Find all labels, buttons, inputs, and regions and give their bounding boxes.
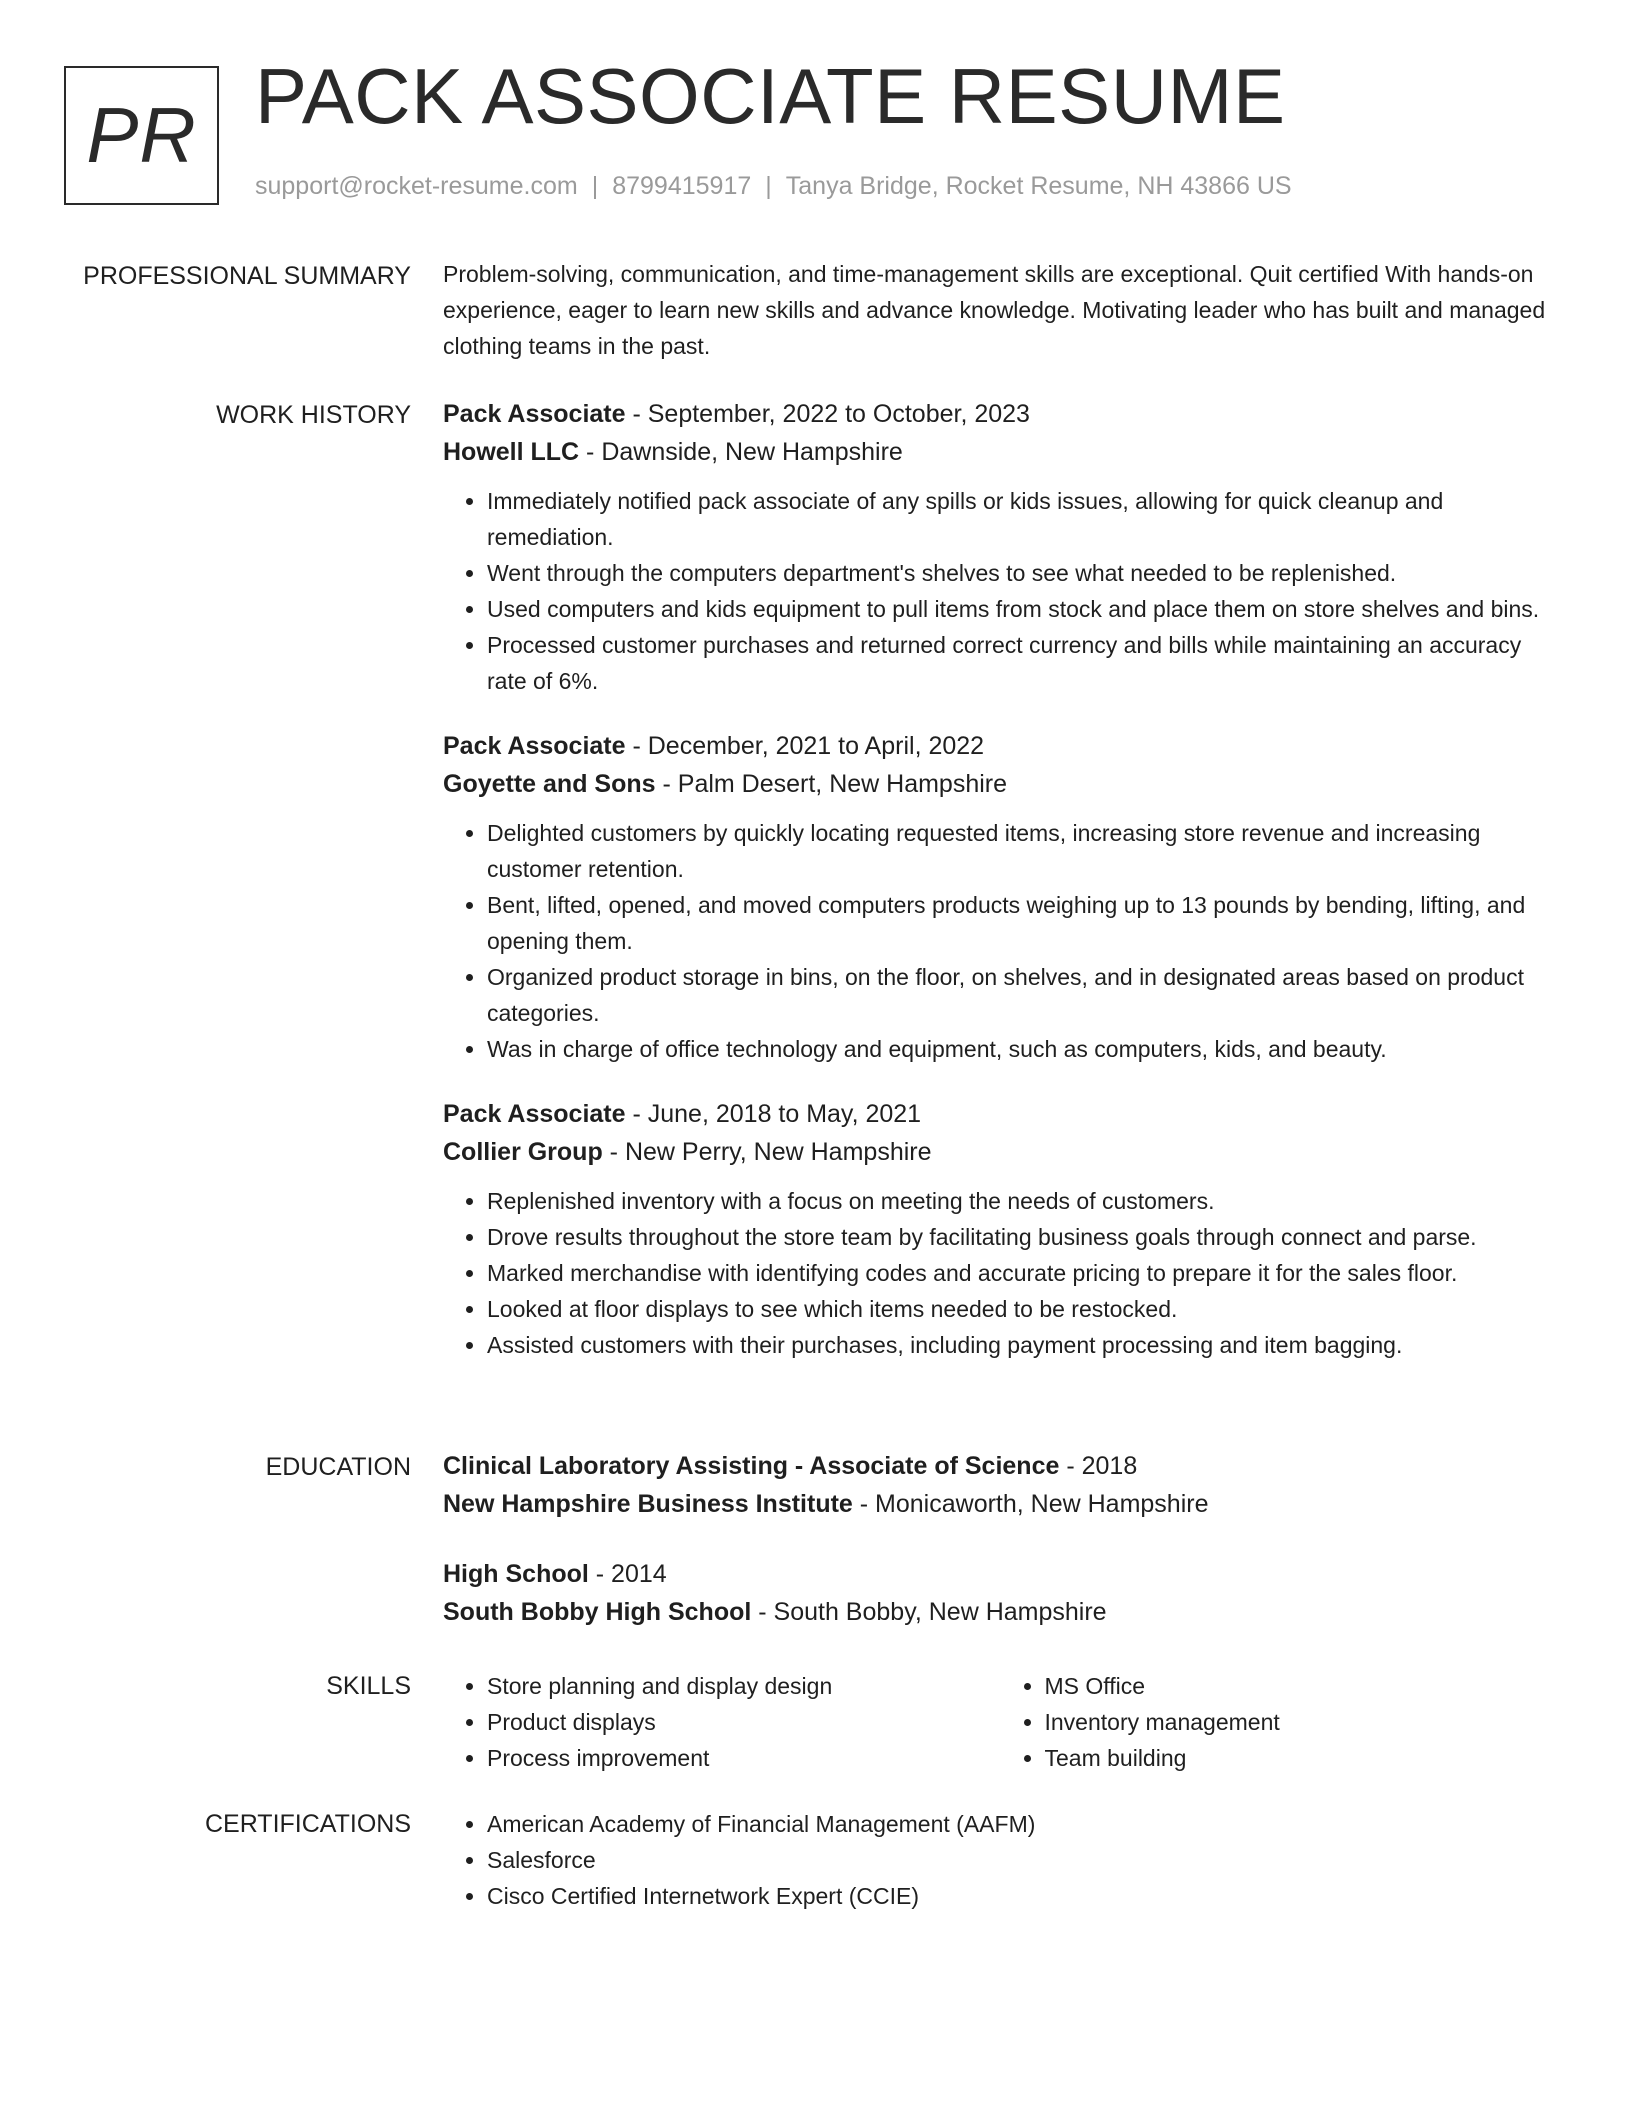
- list-item: • MS Office: [1045, 1668, 1559, 1704]
- job-title: Pack Associate: [443, 1100, 626, 1128]
- job-bullets: [443, 815, 1558, 1067]
- section-label-summary: PROFESSIONAL SUMMARY: [83, 262, 411, 290]
- job-location: - New Perry, New Hampshire: [602, 1138, 932, 1166]
- education-entry: [443, 1555, 1558, 1631]
- section-label-work-history: WORK HISTORY: [216, 401, 411, 429]
- list-item: • Process improvement: [487, 1740, 1001, 1776]
- job-dates: - December, 2021 to April, 2022: [625, 732, 985, 760]
- skills-grid: [443, 1668, 1558, 1776]
- list-item: • Cisco Certified Internetwork Expert (CCIE): [487, 1878, 1558, 1914]
- skills-column-2: [1001, 1668, 1559, 1776]
- contact-separator: |: [765, 172, 772, 200]
- job-bullets: [443, 483, 1558, 699]
- list-item: • Assisted customers with their purchases, including payment processing and item bagging.: [487, 1327, 1558, 1363]
- job-title-line: [443, 1095, 1558, 1133]
- contact-separator: |: [591, 172, 599, 200]
- list-item: • Drove results throughout the store team by facilitating business goals through connect and parse.: [487, 1219, 1558, 1255]
- skills-body: [443, 1668, 1558, 1776]
- list-item: • Delighted customers by quickly locating requested items, increasing store revenue and increasing customer retention.: [487, 815, 1558, 887]
- section-label-skills: SKILLS: [326, 1672, 411, 1700]
- job-company-line: [443, 765, 1558, 803]
- work-history-body: [443, 395, 1558, 1391]
- job-company-line: [443, 1133, 1558, 1171]
- job-bullets: [443, 1183, 1558, 1363]
- job-dates: - June, 2018 to May, 2021: [625, 1100, 922, 1128]
- list-item: • Was in charge of office technology and equipment, such as computers, kids, and beauty.: [487, 1031, 1558, 1067]
- job-entry: [443, 395, 1558, 699]
- job-entry: [443, 727, 1558, 1067]
- list-item: • Bent, lifted, opened, and moved computers products weighing up to 13 pounds by bending, lifting, and opening them.: [487, 887, 1558, 959]
- job-location: - Dawnside, New Hampshire: [579, 438, 903, 466]
- job-company-line: [443, 433, 1558, 471]
- page-title: PACK ASSOCIATE RESUME: [255, 52, 1286, 140]
- education-entry: [443, 1447, 1558, 1523]
- certifications-list: [443, 1806, 1558, 1914]
- education-body: [443, 1447, 1558, 1663]
- contact-phone: 8799415917: [612, 172, 752, 200]
- contact-line: [255, 172, 1292, 201]
- school-location: - South Bobby, New Hampshire: [751, 1598, 1107, 1626]
- skills-column-1: [443, 1668, 1001, 1776]
- job-title: Pack Associate: [443, 732, 626, 760]
- contact-email: support@rocket-resume.com: [255, 172, 578, 200]
- list-item: • American Academy of Financial Management (AAFM): [487, 1806, 1558, 1842]
- degree-year: - 2014: [588, 1560, 667, 1588]
- school-line: [443, 1593, 1558, 1631]
- section-label-education: EDUCATION: [265, 1453, 411, 1481]
- school-line: [443, 1485, 1558, 1523]
- degree-line: [443, 1555, 1558, 1593]
- list-item: • Salesforce: [487, 1842, 1558, 1878]
- degree-name: Clinical Laboratory Assisting - Associate of Science: [443, 1452, 1060, 1480]
- degree-year: - 2018: [1059, 1452, 1138, 1480]
- degree-name: High School: [443, 1560, 589, 1588]
- job-company: Howell LLC: [443, 438, 580, 466]
- list-item: • Looked at floor displays to see which items needed to be restocked.: [487, 1291, 1558, 1327]
- list-item: • Processed customer purchases and returned correct currency and bills while maintaining an accuracy rate of 6%.: [487, 627, 1558, 699]
- list-item: • Inventory management: [1045, 1704, 1559, 1740]
- list-item: • Used computers and kids equipment to pull items from stock and place them on store shelves and bins.: [487, 591, 1558, 627]
- summary-body: [443, 256, 1558, 364]
- section-label-certifications: CERTIFICATIONS: [204, 1810, 411, 1838]
- job-dates: - September, 2022 to October, 2023: [625, 400, 1030, 428]
- list-item: • Team building: [1045, 1740, 1559, 1776]
- job-location: - Palm Desert, New Hampshire: [655, 770, 1008, 798]
- school-name: South Bobby High School: [443, 1598, 752, 1626]
- summary-text: Problem-solving, communication, and time-management skills are exceptional. Quit certified With hands-on experience, eager to learn new skills and advance knowledge. Motivating leader who has built and managed clothing teams in the past.: [443, 261, 1546, 359]
- list-item: • Organized product storage in bins, on the floor, on shelves, and in designated areas based on product categories.: [487, 959, 1558, 1031]
- contact-address: Tanya Bridge, Rocket Resume, NH 43866 US: [785, 172, 1292, 200]
- job-company: Goyette and Sons: [443, 770, 656, 798]
- list-item: • Product displays: [487, 1704, 1001, 1740]
- list-item: • Immediately notified pack associate of any spills or kids issues, allowing for quick cleanup and remediation.: [487, 483, 1558, 555]
- monogram-logo: PR: [64, 66, 219, 205]
- list-item: • Store planning and display design: [487, 1668, 1001, 1704]
- job-title-line: [443, 727, 1558, 765]
- certifications-body: [443, 1806, 1558, 1914]
- job-company: Collier Group: [443, 1138, 603, 1166]
- list-item: • Went through the computers department's shelves to see what needed to be replenished.: [487, 555, 1558, 591]
- school-name: New Hampshire Business Institute: [443, 1490, 853, 1518]
- job-title: Pack Associate: [443, 400, 626, 428]
- school-location: - Monicaworth, New Hampshire: [852, 1490, 1209, 1518]
- job-title-line: [443, 395, 1558, 433]
- job-entry: [443, 1095, 1558, 1363]
- list-item: • Replenished inventory with a focus on meeting the needs of customers.: [487, 1183, 1558, 1219]
- degree-line: [443, 1447, 1558, 1485]
- list-item: • Marked merchandise with identifying codes and accurate pricing to prepare it for the sales floor.: [487, 1255, 1558, 1291]
